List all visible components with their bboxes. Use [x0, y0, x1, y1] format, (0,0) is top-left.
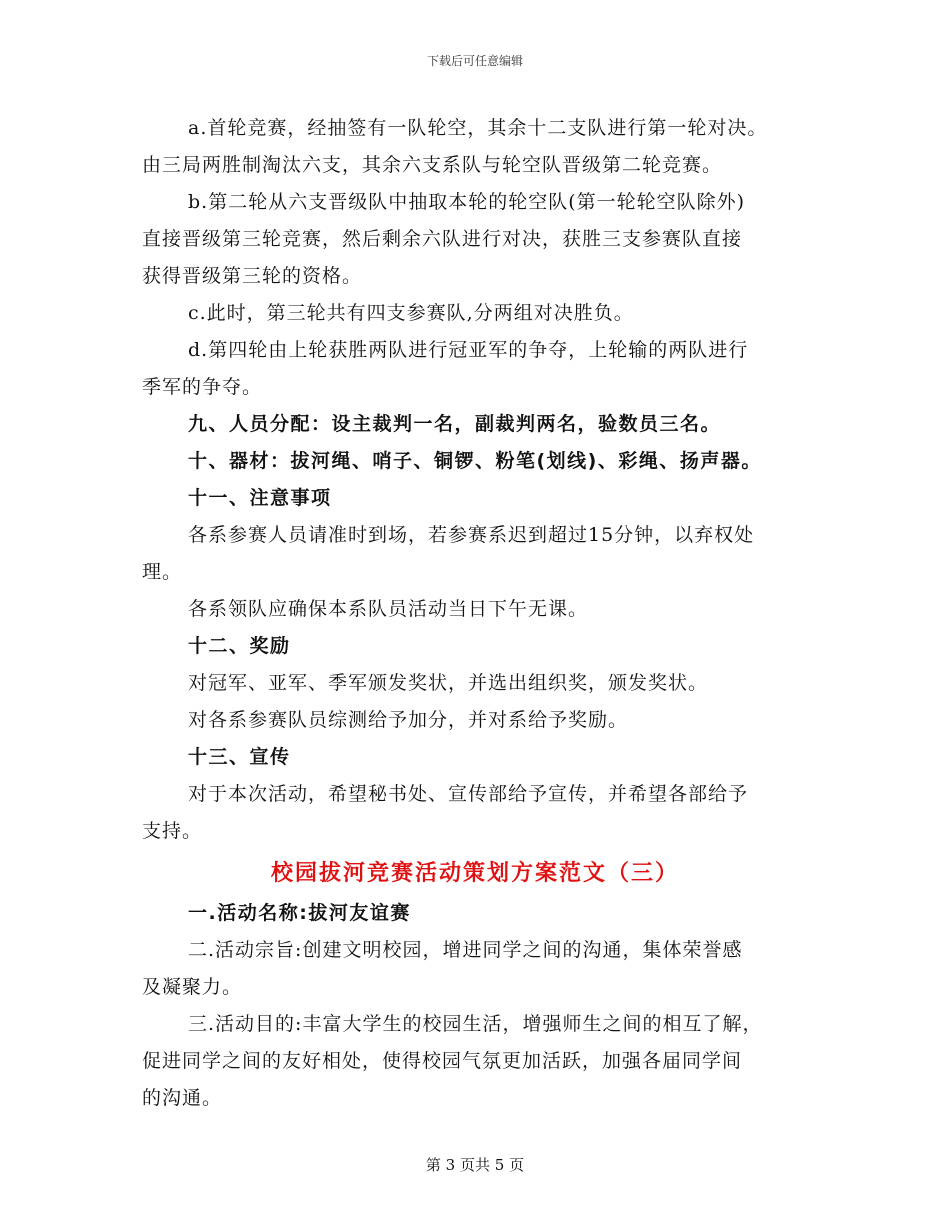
paragraph-line: 支持。 [142, 820, 203, 842]
paragraph-line: 各系参赛人员请准时到场，若参赛系迟到超过15分钟，以弃权处 [188, 524, 755, 546]
paragraph-line: a.首轮竞赛，经抽签有一队轮空，其余十二支队进行第一轮对决。 [188, 117, 768, 139]
paragraph-line: 各系领队应确保本系队员活动当日下午无课。 [188, 598, 589, 620]
section-title: 校园拔河竞赛活动策划方案范文（三） [270, 861, 679, 886]
paragraph-line: 及凝聚力。 [142, 976, 243, 998]
paragraph-line: 对冠军、亚军、季军颁发奖状，并选出组织奖，颁发奖状。 [188, 672, 709, 694]
paragraph-line: b.第二轮从六支晋级队中抽取本轮的轮空队(第一轮轮空队除外) [188, 191, 746, 213]
paragraph-line: 促进同学之间的友好相处，使得校园气氛更加活跃，加强各届同学间 [142, 1050, 743, 1072]
section-heading: 一.活动名称:拔河友谊赛 [188, 902, 411, 924]
paragraph-line: 获得晋级第三轮的资格。 [142, 265, 363, 287]
section-heading: 十三、宣传 [188, 746, 291, 768]
paragraph-line: c.此时，第三轮共有四支参赛队,分两组对决胜负。 [188, 302, 634, 324]
paragraph-line: 由三局两胜制淘汰六支，其余六支系队与轮空队晋级第二轮竞赛。 [142, 154, 723, 176]
section-heading: 九、人员分配：设主裁判一名，副裁判两名，验数员三名。 [188, 413, 722, 435]
paragraph-line: 理。 [142, 561, 183, 583]
page-footer: 第 3 页共 5 页 [425, 1156, 525, 1174]
paragraph-line: 三.活动目的:丰富大学生的校园生活，增强师生之间的相互了解， [188, 1013, 763, 1035]
paragraph-line: 直接晋级第三轮竞赛，然后剩余六队进行对决，获胜三支参赛队直接 [142, 228, 743, 250]
paragraph-line: 对于本次活动，希望秘书处、宣传部给予宣传，并希望各部给予 [188, 783, 749, 805]
paragraph-line: 的沟通。 [142, 1087, 223, 1109]
section-heading: 十二、奖励 [188, 635, 291, 657]
paragraph-line: 对各系参赛队员综测给予加分，并对系给予奖励。 [188, 709, 629, 731]
paragraph-line: d.第四轮由上轮获胜两队进行冠亚军的争夺，上轮输的两队进行 [188, 339, 749, 361]
paragraph-line: 二.活动宗旨:创建文明校园，增进同学之间的沟通，集体荣誉感 [188, 939, 743, 961]
page-header: 下载后可任意编辑 [426, 54, 523, 68]
paragraph-line: 季军的争夺。 [142, 376, 263, 398]
section-heading: 十、器材：拔河绳、哨子、铜锣、粉笔(划线)、彩绳、扬声器。 [188, 450, 762, 472]
section-heading: 十一、注意事项 [188, 487, 332, 509]
